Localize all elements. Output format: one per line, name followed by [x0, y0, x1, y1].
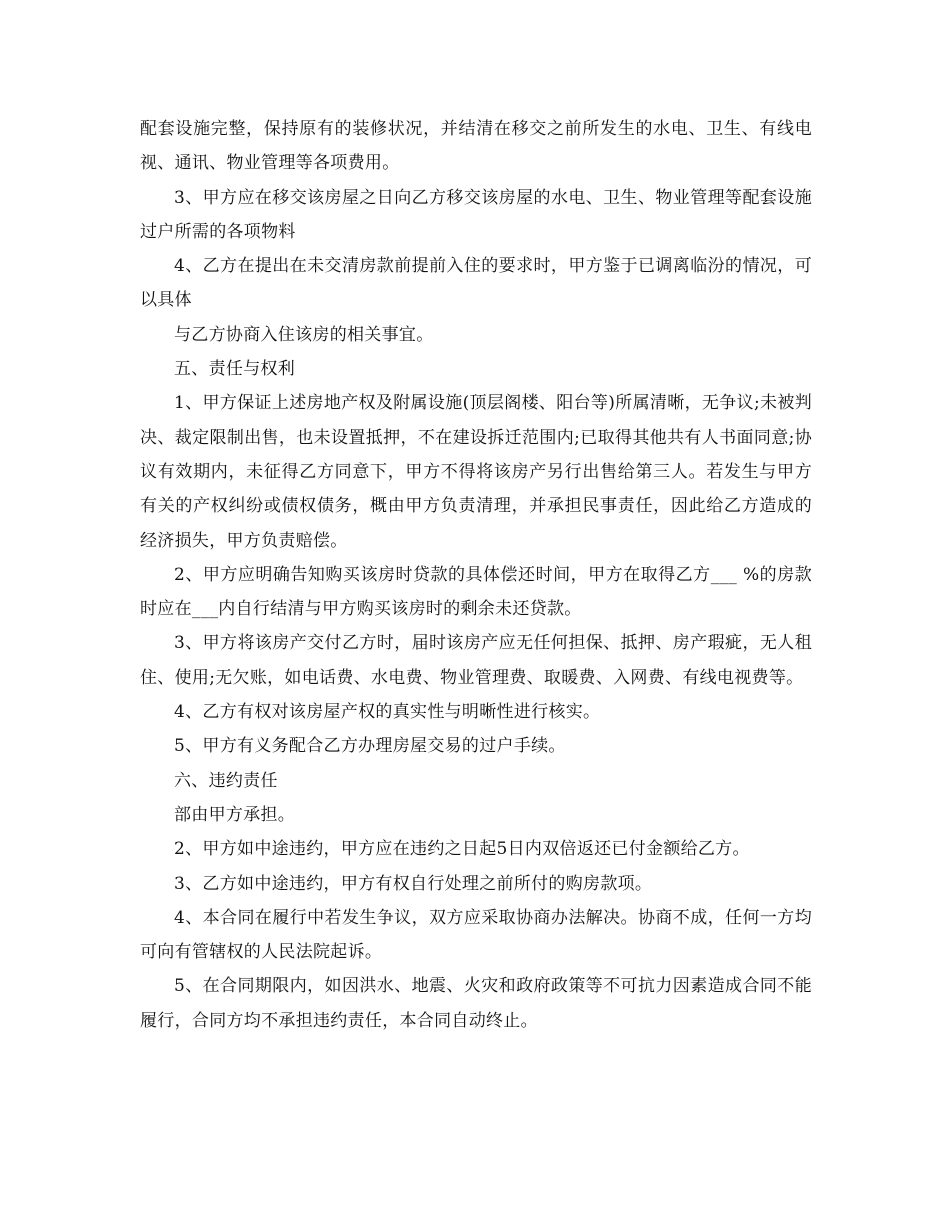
paragraph-clause-6-2: 2、甲方如中途违约，甲方应在违约之日起5日内双倍返还已付金额给乙方。: [174, 839, 750, 860]
paragraph-clause-4-4-continued: 与乙方协商入住该房的相关事宜。: [174, 324, 434, 345]
paragraph-clause-5-3: 3、甲方将该房产交付乙方时，届时该房产应无任何担保、抵押、房产瑕疵，无人租住、使用;无欠账，如电话费、水电费、物业管理费、取暖费、入网费、有线电视费等。: [140, 633, 812, 688]
paragraph-clause-5-4: 4、乙方有权对该房屋产权的真实性与明晰性进行核实。: [174, 702, 601, 723]
paragraph-facilities-clause: 配套设施完整，保持原有的装修状况，并结清在移交之前所发生的水电、卫生、有线电视、通讯、物业管理等各项费用。: [140, 119, 812, 174]
paragraph-clause-5-5: 5、甲方有义务配合乙方办理房屋交易的过户手续。: [174, 736, 566, 757]
paragraph-clause-5-2: 2、甲方应明确告知购买该房时贷款的具体偿还时间，甲方在取得乙方___ %的房款时应在___内自行结清与甲方购买该房时的剩余未还贷款。: [140, 564, 812, 620]
paragraph-clause-6-4: 4、本合同在履行中若发生争议，双方应采取协商办法解决。协商不成，任何一方均可向有管辖权的人民法院起诉。: [140, 907, 812, 963]
paragraph-clause-6-5: 5、在合同期限内，如因洪水、地震、火灾和政府政策等不可抗力因素造成合同不能履行，合同方均不承担违约责任，本合同自动终止。: [140, 976, 812, 1031]
paragraph-clause-5-1: 1、甲方保证上述房地产权及附属设施(顶层阁楼、阳台等)所属清晰，无争议;未被判决、裁定限制出售，也未设置抵押，不在建设拆迁范围内;已取得其他共有人书面同意;协议有效期内，未征得乙方同意下，甲方不得将该房产另行出售给第三人。若发生与甲方有关的产权纠纷或债权债务，概由甲方负责清理，并承担民事责任，因此给乙方造成的经济损失，甲方负责赔偿。: [140, 393, 812, 551]
section-heading-breach: 六、违约责任: [174, 770, 278, 791]
paragraph-clause-4-4: 4、乙方在提出在未交清房款前提前入住的要求时，甲方鉴于已调离临汾的情况，可以具体: [140, 256, 812, 311]
paragraph-clause-6-3: 3、乙方如中途违约，甲方有权自行处理之前所付的购房款项。: [174, 873, 653, 894]
paragraph-clause-4-3: 3、甲方应在移交该房屋之日向乙方移交该房屋的水电、卫生、物业管理等配套设施过户所需的各项物料: [140, 187, 812, 242]
section-heading-responsibilities: 五、责任与权利: [174, 359, 296, 380]
document-body: [140, 112, 812, 1038]
paragraph-clause-6-fragment: 部由甲方承担。: [174, 804, 296, 825]
